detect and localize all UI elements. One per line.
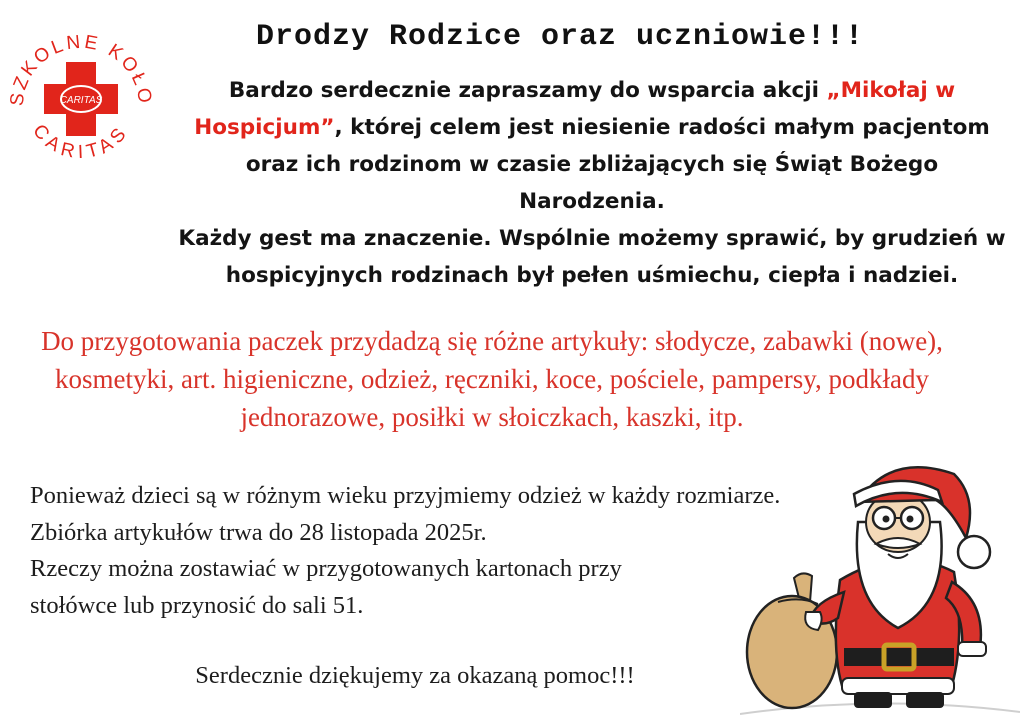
page-title: Drodzy Rodzice oraz uczniowie!!! — [255, 20, 865, 54]
santa-claus-icon — [740, 452, 1020, 722]
intro-text: Bardzo serdecznie zapraszamy do wsparcia akcji — [228, 78, 827, 103]
info-line-sizes: Ponieważ dzieci są w różnym wieku przyjmiemy odzież w każdy rozmiarze. — [30, 482, 781, 509]
thanks-text: Serdecznie dziękujemy za okazaną pomoc!!! — [195, 662, 635, 689]
intro-paragraph-2: Każdy gest ma znaczenie. Wspólnie możemy sprawić, by grudzień w hospicyjnych rodzinach był pełen uśmiechu, ciepła i nadziei. — [178, 226, 1006, 288]
info-line-boxes: Rzeczy można zostawiać w przygotowanych kartonach przy — [30, 555, 622, 582]
intro-section — [172, 72, 1012, 294]
gift-sack-icon — [747, 573, 837, 708]
intro-paragraph-1 — [172, 72, 1012, 220]
items-paragraph: Do przygotowania paczek przydadzą się różne artykuły: słodycze, zabawki (nowe), kosmetyki, art. higieniczne, odzież, ręczniki, koce, pościele, pampersy, podkłady jednorazowe, posiłki w słoiczkach, kaszki, itp. — [41, 326, 943, 432]
campaign-name: „Mikołaj w Hospicjum” — [194, 78, 956, 140]
caritas-logo — [6, 24, 156, 174]
info-line-room: stołówce lub przynosić do sali 51. — [30, 591, 364, 619]
logo-top-text: SZKOLNE KOŁO — [6, 31, 156, 108]
logo-cross-text: CARITAS — [59, 95, 103, 106]
caritas-cross-icon — [44, 62, 118, 136]
logo-bottom-text: CARITAS — [28, 120, 134, 164]
info-line-deadline: Zbiórka artykułów trwa do 28 listopada 2025r. — [30, 518, 487, 546]
intro-text-continued: , której celem jest niesienie radości małym pacjentom oraz ich rodzinom w czasie zbliżających się Świąt Bożego Narodzenia. — [245, 115, 990, 214]
